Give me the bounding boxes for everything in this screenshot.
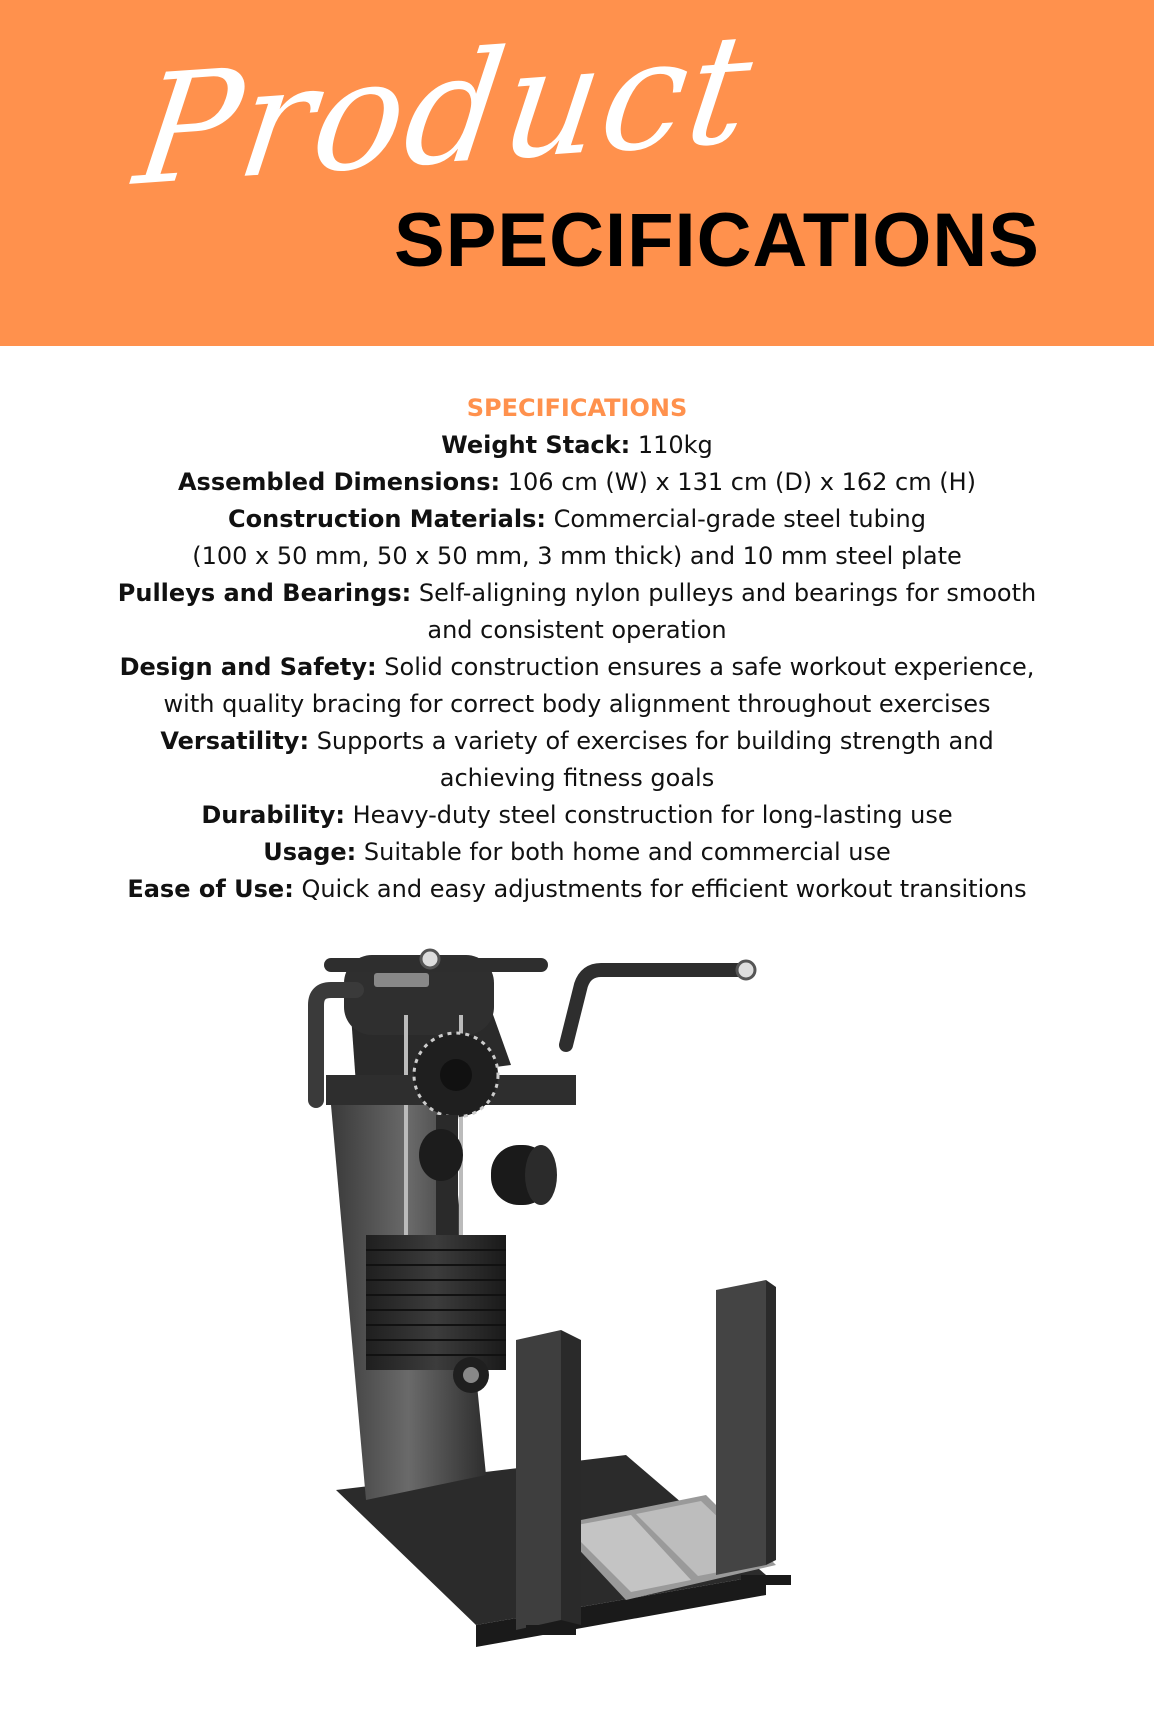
spec-durability [40, 797, 1114, 834]
spec-design-safety-cont [40, 686, 1114, 723]
spec-construction-materials [40, 501, 1114, 538]
spec-design-safety [40, 649, 1114, 686]
spec-label: Ease of Use: [127, 875, 294, 903]
spec-versatility-cont [40, 760, 1114, 797]
gym-machine-image [296, 935, 856, 1699]
spec-value: (100 x 50 mm, 50 x 50 mm, 3 mm thick) and 10 mm steel plate [192, 542, 962, 570]
spec-label: Pulleys and Bearings: [117, 579, 412, 607]
spec-label: Weight Stack: [441, 431, 631, 459]
spec-label: Versatility: [160, 727, 310, 755]
spec-value: Solid construction ensures a safe workout experience, [384, 653, 1035, 681]
spec-pulleys-bearings-cont [40, 612, 1114, 649]
spec-usage [40, 834, 1114, 871]
spec-value: Quick and easy adjustments for efficient workout transitions [301, 875, 1027, 903]
spec-label: Design and Safety: [119, 653, 377, 681]
script-title: Product [126, 1, 764, 221]
spec-value: Commercial-grade steel tubing [553, 505, 926, 533]
spec-value: Suitable for both home and commercial use [363, 838, 891, 866]
spec-value: 110kg [637, 431, 713, 459]
specifications-section [40, 390, 1114, 908]
spec-value: Supports a variety of exercises for building strength and [316, 727, 994, 755]
spec-value: Heavy-duty steel construction for long-lasting use [352, 801, 953, 829]
spec-value: and consistent operation [427, 616, 727, 644]
spec-pulleys-bearings [40, 575, 1114, 612]
spec-construction-materials-cont [40, 538, 1114, 575]
gym-machine-icon [296, 935, 856, 1695]
spec-label: Durability: [201, 801, 345, 829]
specs-heading: SPECIFICATIONS [466, 394, 688, 422]
header-banner [0, 0, 1154, 346]
block-title: SPECIFICATIONS [394, 198, 1040, 283]
spec-label: Assembled Dimensions: [177, 468, 501, 496]
spec-ease-of-use [40, 871, 1114, 908]
spec-versatility [40, 723, 1114, 760]
spec-weight-stack [40, 427, 1114, 464]
spec-value: with quality bracing for correct body alignment throughout exercises [163, 690, 991, 718]
spec-value: 106 cm (W) x 131 cm (D) x 162 cm (H) [507, 468, 977, 496]
spec-assembled-dimensions [40, 464, 1114, 501]
spec-value: achieving fitness goals [439, 764, 715, 792]
spec-label: Usage: [263, 838, 357, 866]
spec-value: Self-aligning nylon pulleys and bearings for smooth [418, 579, 1037, 607]
spec-label: Construction Materials: [228, 505, 546, 533]
